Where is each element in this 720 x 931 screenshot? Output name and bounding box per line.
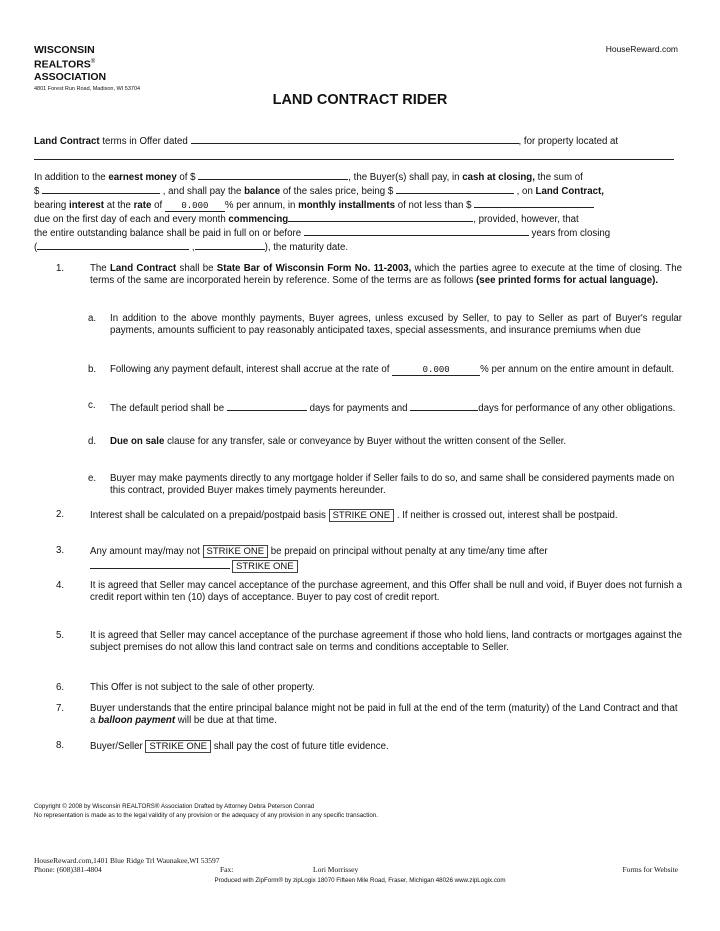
- sales-price-text: of the sales price, being $: [280, 186, 396, 197]
- footer-agent: Lori Morrissey: [313, 865, 359, 874]
- subclause-b: [88, 364, 682, 390]
- earnest-pre: In addition to the: [34, 172, 109, 183]
- subclause-text: days for payments and: [306, 403, 411, 414]
- payoff-date-field[interactable]: [304, 225, 529, 236]
- clause-text: The: [90, 263, 110, 274]
- clause-body: This Offer is not subject to the sale of other property.: [90, 682, 315, 693]
- footer-phone: Phone: (608)381-4804: [34, 865, 102, 874]
- org-address: 4801 Forest Run Road, Madison, WI 53704: [34, 85, 141, 92]
- clause-text: shall pay the cost of future title evidence.: [211, 741, 389, 752]
- subclause-letter: c.: [88, 400, 96, 411]
- default-rate-field[interactable]: 0.000: [392, 365, 480, 376]
- subclause-text: % per annum on the entire amount in default.: [480, 364, 675, 375]
- clause-bold: State Bar of Wisconsin Form No. 11-2003,: [216, 263, 412, 274]
- earnest-money-field[interactable]: [198, 169, 348, 180]
- clause-3: [34, 545, 682, 573]
- subclause-body: Buyer may make payments directly to any mortgage holder if Seller fails to do so, and same shall be considered payments made on this contract, provided Buyer makes timely payments hereunder.: [110, 473, 675, 496]
- subclause-a: [88, 313, 682, 353]
- maturity-text: ), the maturity date.: [264, 242, 349, 253]
- clause-number: 3.: [56, 545, 65, 556]
- clause-text: Buyer/Seller: [90, 741, 146, 752]
- clause-text: which the parties agree to execute at the time of closing. The terms of the same are incorporated herein by reference. Some of the terms are as follows: [90, 263, 682, 286]
- property-address-field[interactable]: [34, 149, 674, 160]
- clause-number: 6.: [56, 682, 65, 693]
- clause-body: [90, 263, 682, 287]
- clause-text: Any amount may/may not: [90, 546, 203, 557]
- prepay-after-field[interactable]: [90, 558, 230, 569]
- earnest-money-label: earnest money: [108, 172, 177, 183]
- association-logo-text: [34, 44, 140, 93]
- bearing-text: bearing: [34, 200, 70, 211]
- subclause-letter: b.: [88, 364, 97, 375]
- subclause-text: The default period shall be: [110, 403, 227, 414]
- subclause-text: days for performance of any other obligations.: [478, 403, 676, 414]
- commencing-field[interactable]: [288, 211, 473, 222]
- subclause-letter: e.: [88, 473, 97, 484]
- subclause-letter: d.: [88, 436, 97, 447]
- copyright: Copyright © 2008 by Wisconsin REALTORS® Association Drafted by Attorney Debra Peterson Conrad: [34, 803, 315, 810]
- clause-body: It is agreed that Seller may cancel acceptance of the purchase agreement, and this Offer shall be null and void, if Buyer does not furnish a credit report within ten (10) days of acceptance. Buyer to pay cost of credit report.: [90, 580, 682, 603]
- subclause-body: [110, 364, 682, 376]
- subclause-text: clause for any transfer, sale or conveyance by Buyer without the written consent of the Seller.: [164, 436, 567, 447]
- clause-8: [34, 740, 682, 754]
- clause-number: 8.: [56, 740, 65, 751]
- clause-body: [90, 545, 682, 558]
- of-text: of: [151, 200, 165, 211]
- clause-body: [90, 703, 682, 727]
- sum-of-text: the sum of: [534, 172, 583, 183]
- provided-text: , provided, however, that: [473, 214, 579, 225]
- entire-balance-text: the entire outstanding balance shall be paid in full on or before: [34, 228, 304, 239]
- maturity-year-field[interactable]: [195, 239, 265, 250]
- org-line-1: WISCONSIN: [34, 44, 95, 56]
- clause-body: [90, 509, 682, 522]
- earnest-of: of $: [176, 172, 199, 183]
- clause-4: [34, 580, 682, 620]
- clause-body: It is agreed that Seller may cancel acceptance of the purchase agreement if those who hold liens, land contracts or mortgages against the subject premises do not allow this land contract sale on terms and conditions acceptable to Seller.: [90, 630, 682, 653]
- subclause-body: In addition to the above monthly payments, Buyer agrees, unless excused by Seller, to pay to Seller as part of Buyer's regular payments, amounts sufficient to pay reasonably anticipated taxes, special assessments, and insurance premiums when due: [110, 313, 682, 336]
- clause-3-line-2: [90, 558, 298, 573]
- footer-produced: Produced with ZipForm® by zipLogix 18070 Fifteen Mile Road, Fraser, Michigan 48026 www.zipLogix.com: [214, 877, 506, 884]
- and-shall-pay: , and shall pay the: [160, 186, 245, 197]
- strike-one-box[interactable]: STRIKE ONE: [145, 740, 211, 753]
- subclause-letter: a.: [88, 313, 97, 324]
- balance-field[interactable]: [396, 183, 514, 194]
- due-on-sale-label: Due on sale: [110, 436, 165, 447]
- maturity-date-field[interactable]: [37, 239, 189, 250]
- due-first-day-text: due on the first day of each and every month: [34, 214, 229, 225]
- site-name: HouseReward.com: [605, 44, 678, 54]
- years-from-closing-text: years from closing: [528, 228, 611, 239]
- footer-fax: Fax:: [220, 865, 234, 874]
- clause-5: [34, 630, 682, 670]
- rate-label: rate: [133, 200, 152, 211]
- subclause-c: [88, 400, 682, 426]
- org-line-2: REALTORS: [34, 58, 91, 71]
- at-the-text: at the: [104, 200, 134, 211]
- dollar-sign: $: [34, 186, 43, 197]
- land-contract-bold: Land Contract,: [535, 186, 604, 197]
- monthly-installments-label: monthly installments: [298, 200, 396, 211]
- page-title: LAND CONTRACT RIDER: [272, 92, 448, 108]
- subclause-body: [110, 400, 682, 415]
- registered-mark: ®: [90, 59, 96, 65]
- monthly-installment-field[interactable]: [474, 197, 594, 208]
- property-address-row: [34, 149, 682, 165]
- subclause-e: [88, 473, 682, 499]
- comma: ,: [189, 242, 195, 253]
- on-text: , on: [513, 186, 536, 197]
- disclaimer: No representation is made as to the legal validity of any provision or the adequacy of any provision in any specific transaction.: [34, 812, 378, 819]
- cash-at-closing-label: cash at closing,: [462, 172, 535, 183]
- clause-number: 5.: [56, 630, 65, 641]
- interest-rate-field[interactable]: 0.000: [165, 201, 225, 212]
- clause-6: [34, 682, 682, 696]
- performance-default-days-field[interactable]: [410, 400, 478, 411]
- clause-number: 1.: [56, 263, 65, 274]
- buyer-pay-text: , the Buyer(s) shall pay, in: [348, 172, 463, 183]
- cash-closing-field[interactable]: [42, 183, 160, 194]
- clause-2: [34, 509, 682, 537]
- subclause-d: [88, 436, 682, 462]
- footer-forms: Forms for Website: [622, 865, 678, 874]
- clause-bold: Land Contract: [109, 263, 177, 274]
- intro-line-1: [34, 133, 682, 149]
- offer-dated-label: terms in Offer dated: [99, 136, 191, 147]
- payment-default-days-field[interactable]: [227, 400, 307, 411]
- footer-address: HouseReward.com,1401 Blue Ridge Trl Waunakee,WI 53597: [34, 856, 220, 865]
- subclause-body: [110, 436, 682, 448]
- strike-one-box[interactable]: STRIKE ONE: [203, 545, 269, 558]
- property-located-label: , for property located at: [518, 136, 619, 147]
- offer-date-field[interactable]: [191, 133, 519, 144]
- clause-text: . If neither is crossed out, interest shall be postpaid.: [394, 510, 618, 521]
- land-contract-label: Land Contract: [34, 136, 100, 147]
- clause-bold: (see printed forms for actual language).: [476, 275, 659, 286]
- balance-label: balance: [244, 186, 281, 197]
- not-less-text: of not less than $: [395, 200, 475, 211]
- paren-open: (: [34, 242, 38, 253]
- clause-body: [90, 740, 682, 753]
- strike-one-box[interactable]: STRIKE ONE: [329, 509, 395, 522]
- interest-label: interest: [69, 200, 105, 211]
- per-annum-text: % per annum, in: [224, 200, 299, 211]
- clause-text: shall be: [176, 263, 217, 274]
- clause-number: 4.: [56, 580, 65, 591]
- clause-text: Interest shall be calculated on a prepaid/postpaid basis: [90, 510, 329, 521]
- clause-text: Buyer understands that the entire principal balance might not be paid in full at the end of the term (maturity) of the Land Contract and that a: [90, 703, 678, 726]
- subclause-text: Following any payment default, interest shall accrue at the rate of: [110, 364, 393, 375]
- clause-1: [34, 263, 682, 307]
- clause-text: will be due at that time.: [175, 715, 277, 726]
- strike-one-box[interactable]: STRIKE ONE: [232, 560, 298, 573]
- clause-number: 7.: [56, 703, 65, 714]
- clause-text: be prepaid on principal without penalty at any time/any time after: [268, 546, 548, 557]
- balloon-payment-label: balloon payment: [98, 715, 176, 726]
- commencing-label: commencing: [228, 214, 289, 225]
- clause-number: 2.: [56, 509, 65, 520]
- intro-line-8: [34, 239, 682, 255]
- org-line-3: ASSOCIATION: [34, 70, 107, 83]
- clause-7: [34, 703, 682, 731]
